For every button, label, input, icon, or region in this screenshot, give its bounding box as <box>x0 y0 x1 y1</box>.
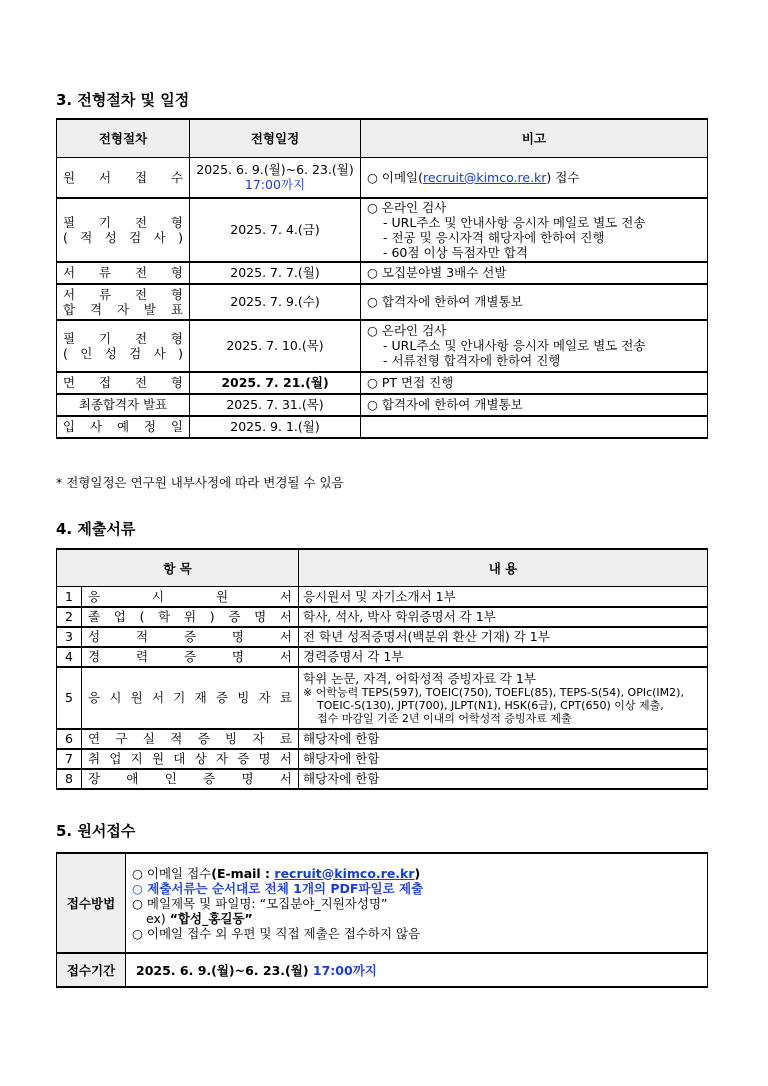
documents-header-content: 내 용 <box>299 549 708 587</box>
method-content: ○ 이메일 접수(E-mail : recruit@kimco.re.kr) ○ 제출서류는 순서대로 전체 1개의 PDF파일로 제출 ○ 메일제목 및 파일명: “모집분야_지원자성명” ex) “합성_홍길동” ○ 이메일 접수 외 우편 및 직접 제출은 접수하지 않음 <box>126 853 708 953</box>
stage-label: 서 류 전 형 합 격 자 발 표 <box>57 284 190 320</box>
documents-row: 5 응 시 원 서 기 재 증 빙 자 료 학위 논문, 자격, 어학성적 증빙자료 각 1부 ※ 어학능력 TEPS(597), TOEIC(750), TOEFL(85), TEPS-S(54), OPIc(IM2), TOEIC-S(130), JPT(700), JLPT(N1), HSK(6급), CPT(650) 이상 제출, 접수 마감일 기준 2년 이내의 어학성적 증빙자료 제출 <box>57 667 708 729</box>
stage-date: 2025. 9. 1.(월) <box>190 416 361 438</box>
documents-row: 3 성 적 증 명 서 전 학년 성적증명서(백분위 환산 기재) 각 1부 <box>57 627 708 647</box>
documents-row: 8 장 애 인 증 명 서 해당자에 한함 <box>57 769 708 789</box>
schedule-row <box>57 262 708 284</box>
schedule-row <box>57 320 708 372</box>
schedule-footnote: * 전형일정은 연구원 내부사정에 따라 변경될 수 있음 <box>56 475 344 490</box>
stage-note: ○ 온라인 검사 - URL주소 및 안내사항 응시자 메일로 별도 전송 - 서류전형 합격자에 한하여 진행 <box>361 320 708 372</box>
stage-date: 2025. 7. 4.(금) <box>190 198 361 262</box>
stage-date: 2025. 6. 9.(월)~6. 23.(월) 17:00까지 <box>190 158 361 198</box>
schedule-header-date: 전형일정 <box>190 119 361 158</box>
documents-header-row <box>57 549 708 587</box>
schedule-row <box>57 284 708 320</box>
stage-note: ○ 온라인 검사 - URL주소 및 안내사항 응시자 메일로 별도 전송 - 전공 및 응시자격 해당자에 한하여 진행 - 60점 이상 득점자만 합격 <box>361 198 708 262</box>
email-link[interactable]: recruit@kimco.re.kr <box>422 169 547 185</box>
schedule-row <box>57 394 708 416</box>
application-period-row <box>57 953 708 987</box>
stage-date: 2025. 7. 21.(월) <box>190 372 361 394</box>
stage-note: ○ 모집분야별 3배수 선발 <box>361 262 708 284</box>
stage-label: 필 기 전 형 ( 적 성 검 사 ) <box>57 198 190 262</box>
application-table <box>56 852 708 988</box>
schedule-header-note: 비고 <box>361 119 708 158</box>
schedule-row <box>57 372 708 394</box>
method-label: 접수방법 <box>57 853 126 953</box>
stage-label: 입 사 예 정 일 <box>63 419 183 434</box>
schedule-row <box>57 416 708 438</box>
stage-date: 2025. 7. 31.(목) <box>190 394 361 416</box>
documents-row: 1 응 시 원 서 응시원서 및 자기소개서 1부 <box>57 587 708 607</box>
section4-title: 4. 제출서류 <box>56 520 136 538</box>
stage-label: 필 기 전 형 ( 인 성 검 사 ) <box>57 320 190 372</box>
stage-note: ○ 합격자에 한하여 개별통보 <box>361 284 708 320</box>
stage-note: ○ PT 면접 진행 <box>361 372 708 394</box>
email-link[interactable]: recruit@kimco.re.kr <box>274 865 415 881</box>
stage-date: 2025. 7. 7.(월) <box>190 262 361 284</box>
documents-row: 4 경 력 증 명 서 경력증명서 각 1부 <box>57 647 708 667</box>
stage-note <box>361 416 708 438</box>
documents-row: 6 연 구 실 적 증 빙 자 료 해당자에 한함 <box>57 729 708 749</box>
documents-row: 7 취 업 지 원 대 상 자 증 명 서 해당자에 한함 <box>57 749 708 769</box>
stage-note: ○ 합격자에 한하여 개별통보 <box>361 394 708 416</box>
schedule-row <box>57 198 708 262</box>
application-method-row <box>57 853 708 953</box>
schedule-header-stage: 전형절차 <box>57 119 190 158</box>
stage-note: ○ 이메일(recruit@kimco.re.kr) 접수 <box>361 158 708 198</box>
stage-date: 2025. 7. 9.(수) <box>190 284 361 320</box>
schedule-header-row <box>57 119 708 158</box>
stage-date: 2025. 7. 10.(목) <box>190 320 361 372</box>
section5-title: 5. 원서접수 <box>56 822 136 840</box>
stage-label: 서 류 전 형 <box>63 265 183 280</box>
documents-table <box>56 548 708 790</box>
section3-title: 3. 전형절차 및 일정 <box>56 91 190 109</box>
schedule-table <box>56 118 708 439</box>
stage-label: 최종합격자 발표 <box>57 394 190 416</box>
documents-row: 2 졸 업 ( 학 위 ) 증 명 서 학사, 석사, 박사 학위증명서 각 1부 <box>57 607 708 627</box>
period-label: 접수기간 <box>57 953 126 987</box>
documents-header-item: 항 목 <box>57 549 299 587</box>
stage-label: 면 접 전 형 <box>63 375 183 390</box>
stage-label: 원 서 접 수 <box>63 169 183 185</box>
schedule-row <box>57 158 708 198</box>
period-content: 2025. 6. 9.(월)~6. 23.(월) 17:00까지 <box>126 953 708 987</box>
